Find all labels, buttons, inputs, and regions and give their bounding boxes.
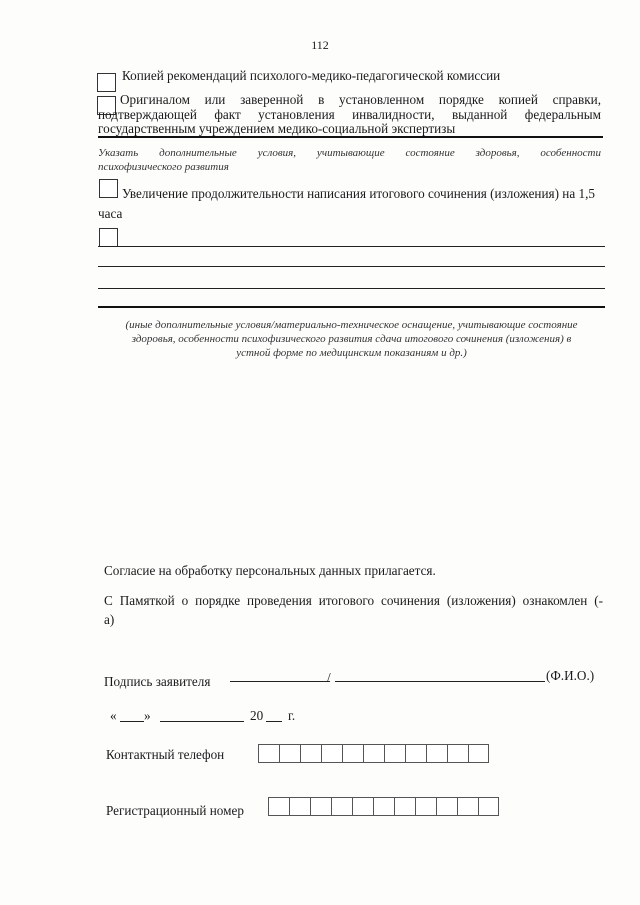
phone-cell[interactable] <box>363 744 384 763</box>
reg-cell[interactable] <box>352 797 373 816</box>
date-day-field[interactable] <box>120 721 144 722</box>
reg-cell[interactable] <box>289 797 310 816</box>
phone-cell[interactable] <box>258 744 279 763</box>
other-hint-line3: устной форме по медицинским показаниям и др.) <box>236 347 467 359</box>
signature-label: Подпись заявителя <box>104 674 211 689</box>
conditions-hint-line1: Указать дополнительные условия, учитывающие состояние здоровья, особенности <box>98 147 601 159</box>
commission-checkbox[interactable] <box>97 73 116 92</box>
other-conditions-line[interactable] <box>98 288 605 289</box>
phone-cell[interactable] <box>279 744 300 763</box>
reg-cell[interactable] <box>436 797 457 816</box>
other-conditions-line[interactable] <box>98 266 605 267</box>
reg-cell[interactable] <box>373 797 394 816</box>
date-year-prefix: 20 <box>250 708 264 723</box>
phone-cell[interactable] <box>468 744 489 763</box>
phone-cell[interactable] <box>405 744 426 763</box>
option-commission-label: Копией рекомендаций психолого-медико-педагогической комиссии <box>122 68 501 83</box>
phone-cell[interactable] <box>342 744 363 763</box>
other-hint-line1: (иные дополнительные условия/материально-техническое оснащение, учитывающие состояние <box>125 319 578 331</box>
fio-label: (Ф.И.О.) <box>546 668 595 683</box>
phone-label: Контактный телефон <box>106 747 225 762</box>
reg-cell[interactable] <box>268 797 289 816</box>
conditions-hint-line2: психофизического развития <box>98 161 229 173</box>
phone-cell[interactable] <box>384 744 405 763</box>
extension-label-line1: Увеличение продолжительности написания итогового сочинения (изложения) на 1,5 <box>122 186 595 201</box>
other-conditions-line[interactable] <box>98 246 605 247</box>
date-month-field[interactable] <box>160 721 244 722</box>
phone-cell[interactable] <box>426 744 447 763</box>
reg-cell[interactable] <box>457 797 478 816</box>
page-number: 112 <box>311 38 329 52</box>
fio-field[interactable] <box>335 681 545 682</box>
option-original-line3: государственным учреждением медико-социальной экспертизы <box>98 121 456 136</box>
option-original-line1: Оригиналом или заверенной в установленном порядке копией справки, <box>120 92 601 107</box>
reg-cell[interactable] <box>331 797 352 816</box>
reg-cell[interactable] <box>394 797 415 816</box>
other-conditions-line[interactable] <box>98 306 605 308</box>
reg-cell[interactable] <box>310 797 331 816</box>
phone-cell[interactable] <box>321 744 342 763</box>
date-year-field[interactable] <box>266 721 282 722</box>
other-hint-line2: здоровья, особенности психофизического развития сдача итогового сочинения (изложения) в <box>131 333 572 345</box>
memo-line1: С Памяткой о порядке проведения итогового сочинения (изложения) ознакомлен (- <box>104 593 603 608</box>
date-close-quote: » <box>144 708 151 723</box>
other-conditions-checkbox[interactable] <box>99 228 118 247</box>
phone-cells[interactable] <box>258 744 489 763</box>
consent-text: Согласие на обработку персональных данных прилагается. <box>104 563 436 578</box>
extension-checkbox[interactable] <box>99 179 118 198</box>
reg-cells[interactable] <box>268 797 499 816</box>
section-divider <box>98 136 603 138</box>
signature-separator: / <box>327 670 331 685</box>
signature-field[interactable] <box>230 681 330 682</box>
reg-cell[interactable] <box>415 797 436 816</box>
date-open-quote: « <box>110 708 117 723</box>
memo-line2: а) <box>104 612 115 627</box>
reg-label: Регистрационный номер <box>106 803 244 818</box>
phone-cell[interactable] <box>447 744 468 763</box>
option-original-line2: подтверждающей факт установления инвалидности, выданной федеральным <box>98 107 601 122</box>
phone-cell[interactable] <box>300 744 321 763</box>
extension-label-line2: часа <box>98 206 123 221</box>
date-year-suffix: г. <box>288 708 296 723</box>
reg-cell[interactable] <box>478 797 499 816</box>
